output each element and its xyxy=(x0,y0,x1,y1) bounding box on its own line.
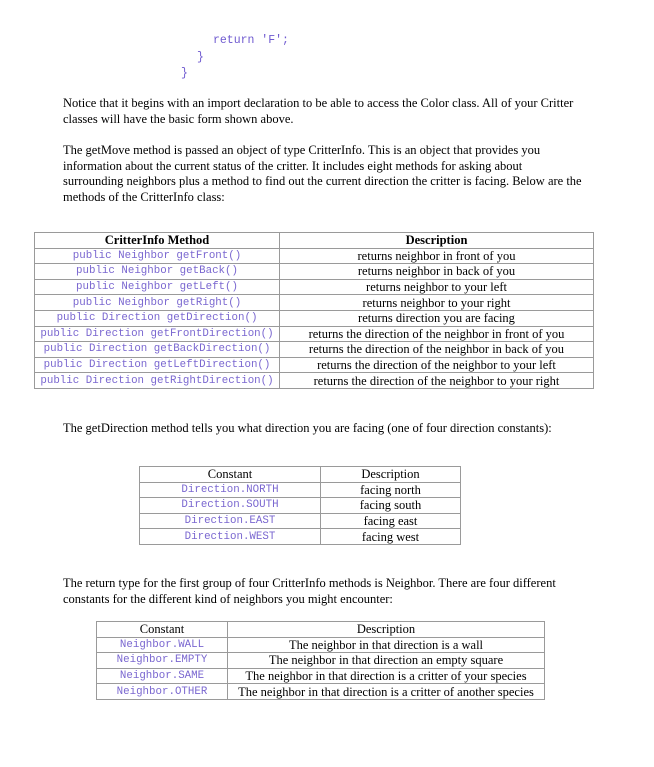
method-cell: public Neighbor getBack() xyxy=(35,264,280,280)
table-row xyxy=(140,529,461,545)
description-cell: The neighbor in that direction is a wall xyxy=(228,637,545,653)
table-row xyxy=(140,482,461,498)
table-row xyxy=(140,498,461,514)
description-cell: returns neighbor to your right xyxy=(280,295,594,311)
description-cell: The neighbor in that direction an empty square xyxy=(228,653,545,669)
constant-cell: Direction.WEST xyxy=(140,529,321,545)
constant-cell: Direction.NORTH xyxy=(140,482,321,498)
constant-cell: Neighbor.OTHER xyxy=(97,684,228,700)
description-cell: facing north xyxy=(321,482,461,498)
description-cell: returns the direction of the neighbor to your left xyxy=(280,357,594,373)
table-row xyxy=(35,248,594,264)
table-row xyxy=(97,668,545,684)
header-description: Description xyxy=(280,233,594,249)
method-cell: public Neighbor getRight() xyxy=(35,295,280,311)
constant-cell: Direction.SOUTH xyxy=(140,498,321,514)
description-cell: returns the direction of the neighbor in back of you xyxy=(280,342,594,358)
code-inner-brace: } xyxy=(197,51,204,64)
constant-cell: Neighbor.EMPTY xyxy=(97,653,228,669)
paragraph-getdirection: The getDirection method tells you what direction you are facing (one of four direction constants): xyxy=(63,421,552,435)
description-cell: returns direction you are facing xyxy=(280,310,594,326)
table-row xyxy=(35,279,594,295)
description-cell: returns the direction of the neighbor to your right xyxy=(280,373,594,389)
code-return-line: return 'F'; xyxy=(213,34,289,47)
table-row xyxy=(97,684,545,700)
header-description: Description xyxy=(321,467,461,483)
constant-cell: Neighbor.SAME xyxy=(97,668,228,684)
method-cell: public Direction getDirection() xyxy=(35,310,280,326)
table-row xyxy=(140,513,461,529)
paragraph-neighbor-type: The return type for the first group of four CritterInfo methods is Neighbor. There are four different constants for the different kind of neighbors you might encounter: xyxy=(63,576,556,606)
direction-table xyxy=(139,466,461,545)
method-cell: public Neighbor getLeft() xyxy=(35,279,280,295)
table-row xyxy=(97,653,545,669)
critterinfo-table xyxy=(34,232,594,389)
table-row xyxy=(35,295,594,311)
description-cell: facing south xyxy=(321,498,461,514)
header-description: Description xyxy=(228,622,545,638)
description-cell: returns neighbor in front of you xyxy=(280,248,594,264)
constant-cell: Direction.EAST xyxy=(140,513,321,529)
table-row xyxy=(35,310,594,326)
code-outer-brace: } xyxy=(181,67,188,80)
method-cell: public Direction getLeftDirection() xyxy=(35,357,280,373)
table-header-row xyxy=(35,233,594,249)
table-row xyxy=(35,326,594,342)
description-cell: returns neighbor to your left xyxy=(280,279,594,295)
description-cell: The neighbor in that direction is a critter of another species xyxy=(228,684,545,700)
table-row xyxy=(35,264,594,280)
method-cell: public Direction getRightDirection() xyxy=(35,373,280,389)
description-cell: facing east xyxy=(321,513,461,529)
header-constant: Constant xyxy=(97,622,228,638)
table-row xyxy=(35,373,594,389)
paragraph-import-note: Notice that it begins with an import declaration to be able to access the Color class. All of your Critter classes will have the basic form shown above. xyxy=(63,96,574,126)
table-row xyxy=(35,357,594,373)
constant-cell: Neighbor.WALL xyxy=(97,637,228,653)
description-cell: returns the direction of the neighbor in front of you xyxy=(280,326,594,342)
table-row xyxy=(97,637,545,653)
method-cell: public Neighbor getFront() xyxy=(35,248,280,264)
paragraph-getmove-intro: The getMove method is passed an object of type CritterInfo. This is an object that provides you information about the current status of the critter. It includes eight methods for asking about surrounding neighbors plus a method to find out the current direction the critter is facing. Below are the methods of the CritterInfo class: xyxy=(63,143,582,204)
table-row xyxy=(35,342,594,358)
table-header-row xyxy=(97,622,545,638)
method-cell: public Direction getBackDirection() xyxy=(35,342,280,358)
description-cell: The neighbor in that direction is a critter of your species xyxy=(228,668,545,684)
description-cell: facing west xyxy=(321,529,461,545)
method-cell: public Direction getFrontDirection() xyxy=(35,326,280,342)
description-cell: returns neighbor in back of you xyxy=(280,264,594,280)
table-header-row xyxy=(140,467,461,483)
header-method: CritterInfo Method xyxy=(35,233,280,249)
header-constant: Constant xyxy=(140,467,321,483)
neighbor-table xyxy=(96,621,545,700)
